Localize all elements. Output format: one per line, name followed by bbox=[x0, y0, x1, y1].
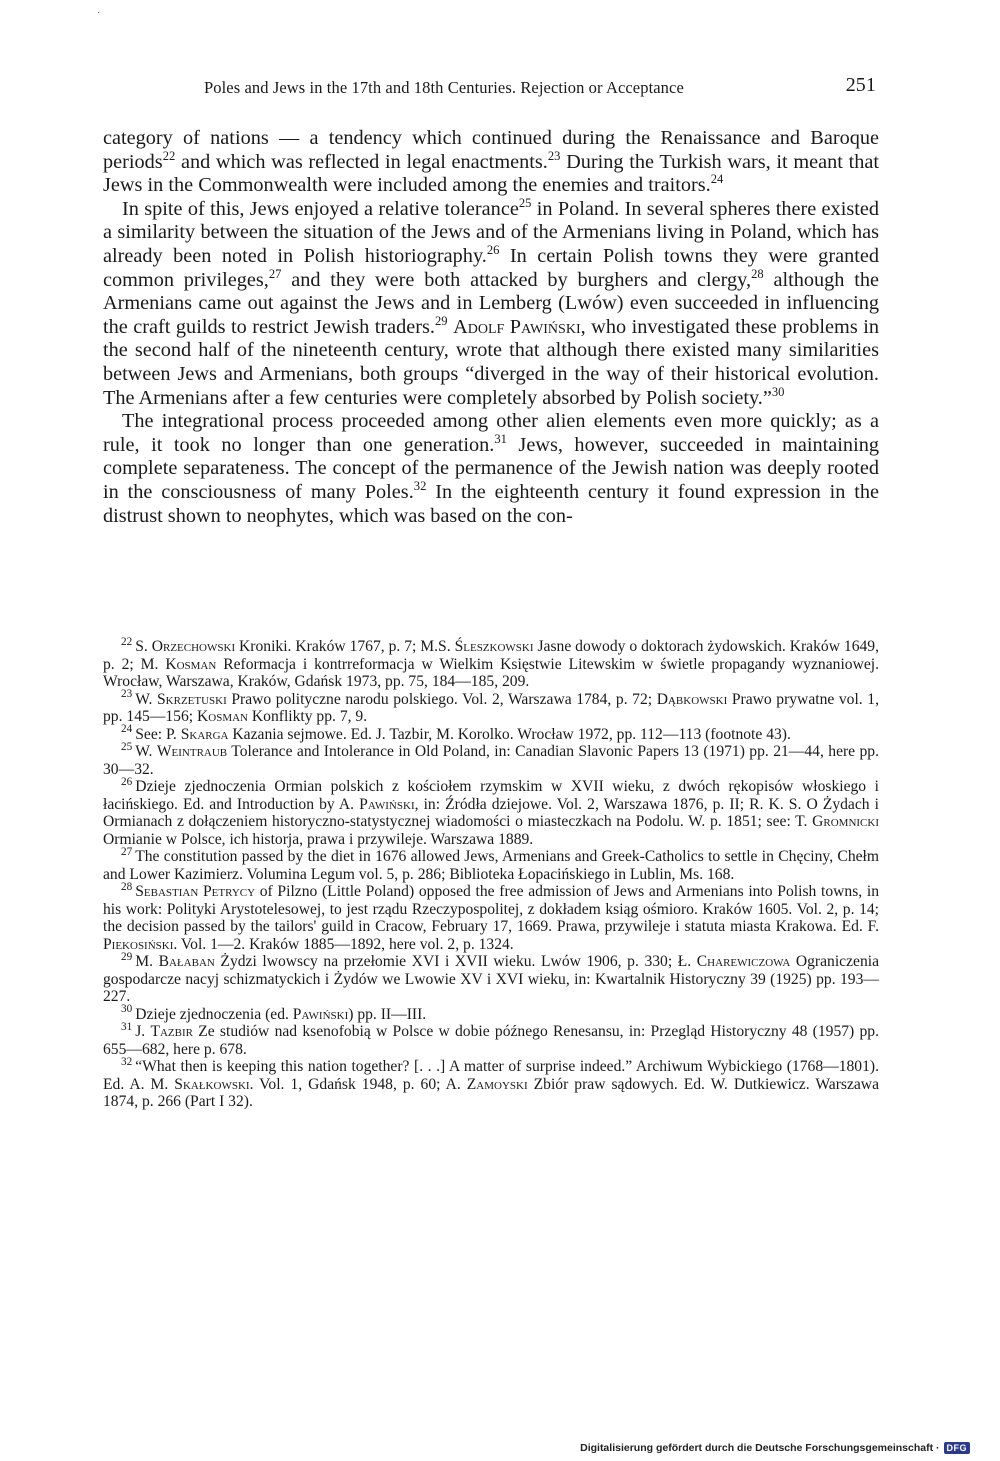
footnote-ref: 23 bbox=[547, 148, 561, 163]
paragraph-3: The integrational process proceeded among other alien elements even more quickly; as a rule, it took no longer than one generation.$^{31}$ Jews, however, succeeded in maintaining complete separateness. The concept of the permanence of the Jewish nation was deeply rooted in the consciousness of many Poles.$^{32}$ In the eighteenth century it found expression in the distrust shown to neophytes, which was based on the con- bbox=[103, 410, 879, 527]
footnote-30: $^{30}$ Dzieje zjednoczenia (ed. Pawiński) pp. II—III. bbox=[121, 1003, 427, 1023]
footnote-ref: 30 bbox=[771, 384, 785, 399]
paragraph-2: In spite of this, Jews enjoyed a relative tolerance$^{25}$ in Poland. In several spheres there existed a similarity between the situation of the Jews and of the Armenians living in Poland, which has already been noted in Polish historiography.$^{26}$ In certain Polish towns they were granted common privileges,$^{27}$ and they were both attacked by burghers and clergy,$^{28}$ although the Armenians came out against the Jews and in Lemberg (Lwów) even succeeded in influencing the craft guilds to restrict Jewish traders.$^{29}$ Adolf Pawiński, who investigated these problems in the second half of the nineteenth century, wrote that although there existed many similarities between Jews and Armenians, both groups “diverged in the way of their historical evolution. The Armenians after a few centuries were completely absorbed by Polish society.”$^{30}$ bbox=[103, 196, 879, 409]
dfg-logo-icon: DFG bbox=[944, 1442, 971, 1454]
footnote-ref: 28 bbox=[751, 266, 764, 281]
footnote-26: $^{26}$ Dzieje zjednoczenia Ormian polskich z kościołem rzymskim w XVII wieku, z dwóch rękopisów włoskiego i łacińskiego. Ed. and Introduction by A. Pawiński, in: Źródła dziejowe. Vol. 2, Warszawa 1876, p. II; R. K. S. O Żydach i Ormianach z dołączeniem historyczno-statystycznej wiadomości o miasteczkach na Podolu. W. p. 1851; see: T. Gromnicki Ormianie w Polsce, ich historja, prawa i przywileje. Warszawa 1889. bbox=[103, 775, 879, 848]
footnote-ref: 26 bbox=[486, 243, 500, 258]
footnote-ref: 22 bbox=[162, 148, 176, 163]
footnote-27: $^{27}$ The constitution passed by the diet in 1676 allowed Jews, Armenians and Greek-Catholics to settle in Chęciny, Chełm and Lower Kazimierz. Volumina Legum vol. 5, p. 286; Biblioteka Łopacińskiego in Lublin, Ms. 168. bbox=[103, 845, 879, 883]
paragraph-1: category of nations — a tendency which continued during the Renaissance and Baroque periods$^{22}$ and which was reflected in legal enactments.$^{23}$ During the Turkish wars, it meant that Jews in the Commonwealth were included among the enemies and traitors.$^{24}$ bbox=[103, 127, 880, 197]
footnote-24: $^{24}$ See: P. Skarga Kazania sejmowe. Ed. J. Tazbir, M. Korolko. Wrocław 1972, pp. 112—113 (footnote 43). bbox=[121, 723, 791, 743]
body-text bbox=[103, 127, 879, 528]
footnote-ref: 29 bbox=[435, 313, 448, 328]
footnote-22: $^{22}$ S. Orzechowski Kroniki. Kraków 1767, p. 7; M.S. Śleszkowski Jasne dowody o doktorach żydowskich. Kraków 1649, p. 2; M. Kosman Reformacja i kontrreformacja w Wielkim Księstwie Litewskim w świetle propagandy wyznaniowej. Wrocław, Warszawa, Kraków, Gdańsk 1973, pp. 75, 184—185, 209. bbox=[103, 635, 879, 690]
author-name: Adolf Pawiński bbox=[453, 315, 581, 338]
footnote-ref: 27 bbox=[268, 266, 282, 281]
footnote-ref: 24 bbox=[710, 172, 724, 187]
footnote-ref: 32 bbox=[413, 479, 427, 494]
credit-text: Digitalisierung gefördert durch die Deutsche Forschungsgemeinschaft · bbox=[580, 1442, 940, 1454]
running-head-title: Poles and Jews in the 17th and 18th Centuries. Rejection or Acceptance bbox=[204, 78, 684, 97]
footnote-31: $^{31}$ J. Tazbir Ze studiów nad ksenofobią w Polsce w dobie późnego Renesansu, in: Przegląd Historyczny 48 (1957) pp. 655—682, here p. 678. bbox=[103, 1020, 879, 1058]
footnote-25: $^{25}$ W. Weintraub Tolerance and Intolerance in Old Poland, in: Canadian Slavonic Papers 13 (1971) pp. 21—44, here pp. 30—32. bbox=[103, 740, 879, 778]
corner-mark: · bbox=[97, 8, 101, 19]
page-number: 251 bbox=[845, 74, 876, 96]
digitization-credit bbox=[580, 1442, 970, 1454]
footnote-ref: 31 bbox=[494, 431, 507, 446]
footnote-28: $^{28}$ Sebastian Petrycy of Pilzno (Little Poland) opposed the free admission of Jews and Armenians into Polish towns, in his work: Polityki Arystotelesowej, to jest rządu Rzeczypospolitej, z dokładem ksiąg ośmioro. Kraków 1605. Vol. 2, p. 14; the decision passed by the tailors' guild in Cracow, February 17, 1669. Prawa, przywileje i statuta miasta Krakowa. Ed. F. Piekosiński. Vol. 1—2. Kraków 1885—1892, here vol. 2, p. 1324. bbox=[103, 880, 879, 953]
footnotes bbox=[103, 635, 879, 1111]
footnote-32: $^{32}$ “What then is keeping this nation together? [. . .] A matter of surprise indeed.” Archiwum Wybickiego (1768—1801). Ed. A. M. Skałkowski. Vol. 1, Gdańsk 1948, p. 60; A. Zamoyski Zbiór praw sądowych. Ed. W. Dutkiewicz. Warszawa 1874, p. 266 (Part I 32). bbox=[103, 1055, 879, 1110]
footnote-29: $^{29}$ M. Bałaban Żydzi lwowscy na przełomie XVI i XVII wieku. Lwów 1906, p. 330; Ł. Charewiczowa Ograniczenia gospodarcze nacyj schizmatyckich i Żydów we Lwowie XV i XVI wieku, in: Kwartalnik Historyczny 39 (1925) pp. 193—227. bbox=[103, 950, 879, 1005]
footnote-ref: 25 bbox=[518, 196, 532, 211]
footnote-23: $^{23}$ W. Skrzetuski Prawo polityczne narodu polskiego. Vol. 2, Warszawa 1784, p. 72; Dąbkowski Prawo prywatne vol. 1, pp. 145—156; Kosman Konflikty pp. 7, 9. bbox=[103, 688, 879, 725]
running-head bbox=[204, 74, 876, 104]
